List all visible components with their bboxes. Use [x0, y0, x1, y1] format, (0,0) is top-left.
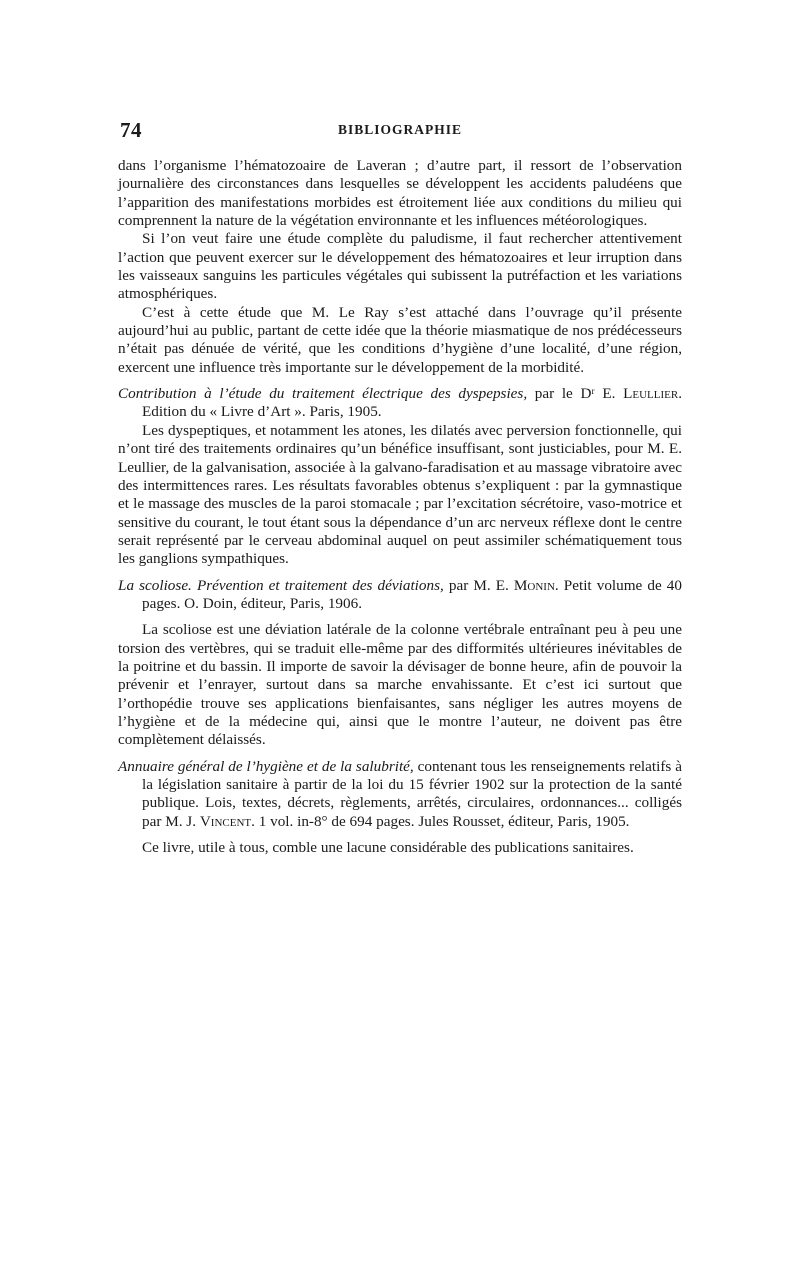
paragraph-dyspepsies: Les dyspeptiques, et notamment les atones, les dilatés avec perversion fonctionnelle, qui n’ont tiré des traitements ordinaires qu’un bénéfice insuffisant, sont justiciables, pour M. E. Leullier, de la galvanisation, associée à la galvano-faradisation et au massage vibratoire avec des intermittences rares. Les résultats favorables obtenus s’expliquent : par la gymnastique et le massage des muscles de la paroi stomacale ; par l’excitation sécrétoire, vaso-motrice et sensitive du courant, le tout étant sous la dépendance d’un arc nerveux réflexe dont le centre serait représenté par le cerveau abdominal auquel on peut assimiler schématiquement tous les ganglions sympathiques.	[118, 421, 682, 568]
bibliography-entry-scoliose: La scoliose. Prévention et traitement des déviations, par M. E. Monin. Petit volume de 40 pages. O. Doin, éditeur, Paris, 1906.	[118, 576, 682, 612]
entry-title: Annuaire général de l’hygiène et de la salubrité,	[118, 757, 414, 775]
paragraph-annuaire: Ce livre, utile à tous, comble une lacune considérable des publications sanitaires.	[142, 839, 634, 857]
entry-title: Contribution à l’étude du traitement électrique des dyspepsies,	[118, 385, 528, 403]
bibliography-entry-dyspepsies: Contribution à l’étude du traitement électrique des dyspepsies, par le Dʳ E. Leullier. Edition du « Livre d’Art ». Paris, 1905.	[118, 385, 683, 421]
paragraph-paludisme-study: Si l’on veut faire une étude complète du paludisme, il faut rechercher attentivement l’action que peuvent exercer sur le développement des hématozoaires et leur irruption dans les vaisseaux sanguins les particules végétales qui subissent la putréfaction et les variations atmosphériques.	[118, 230, 682, 303]
paragraph-le-ray: C’est à cette étude que M. Le Ray s’est attaché dans l’ouvrage qu’il présente aujourd’hui au public, partant de cette idée que la théorie miasmatique de nos prédécesseurs n’était pas dénuée de vérité, que les conditions d’hygiène d’une localité, d’une région, exercent une influence très importante sur le développement de la morbidité.	[118, 303, 682, 376]
paragraph-scoliose: La scoliose est une déviation latérale de la colonne vertébrale entraînant peu à peu une torsion des vertèbres, qui se traduit elle-même par des difformités ultérieures inévitables de la poitrine et du bassin. Il importe de savoir la dévisager de bonne heure, afin de pouvoir la prévenir et l’enrayer, surtout dans sa marche envahissante. Et c’est ici surtout que l’orthopédie trouve ses applications bienfaisantes, sans négliger les autres moyens de l’hygiène et de la médecine qui, ainsi que le montre l’auteur, ne doivent pas être complètement délaissés.	[118, 621, 682, 749]
page-number: 74	[120, 118, 142, 142]
paragraph-paludisme-continued: dans l’organisme l’hématozoaire de Laveran ; d’autre part, il ressort de l’observation journalière des circonstances dans lesquelles se développent les accidents paludéens que l’apparition des manifestations morbides est étroitement liée aux conditions du milieu qui comprennent la nature de la végétation environnante et les influences météorologiques.	[118, 157, 682, 230]
running-title: BIBLIOGRAPHIE	[337, 122, 463, 137]
text-column	[118, 157, 682, 857]
entry-author: Vincent	[199, 812, 252, 830]
page-header	[120, 118, 680, 144]
bibliography-entry-annuaire: Annuaire général de l’hygiène et de la salubrité, contenant tous les renseignements relatifs à la législation sanitaire à partir de la loi du 15 février 1902 sur la protection de la santé publique. Lois, textes, décrets, règlements, arrêtés, circulaires, ordonnances... colligés par M. J. Vincent. 1 vol. in-8° de 694 pages. Jules Rousset, éditeur, Paris, 1905.	[118, 757, 682, 830]
entry-author: Leullier	[623, 385, 679, 403]
entry-title: La scoliose. Prévention et traitement des déviations,	[118, 576, 444, 594]
entry-author: Monin	[513, 576, 555, 594]
